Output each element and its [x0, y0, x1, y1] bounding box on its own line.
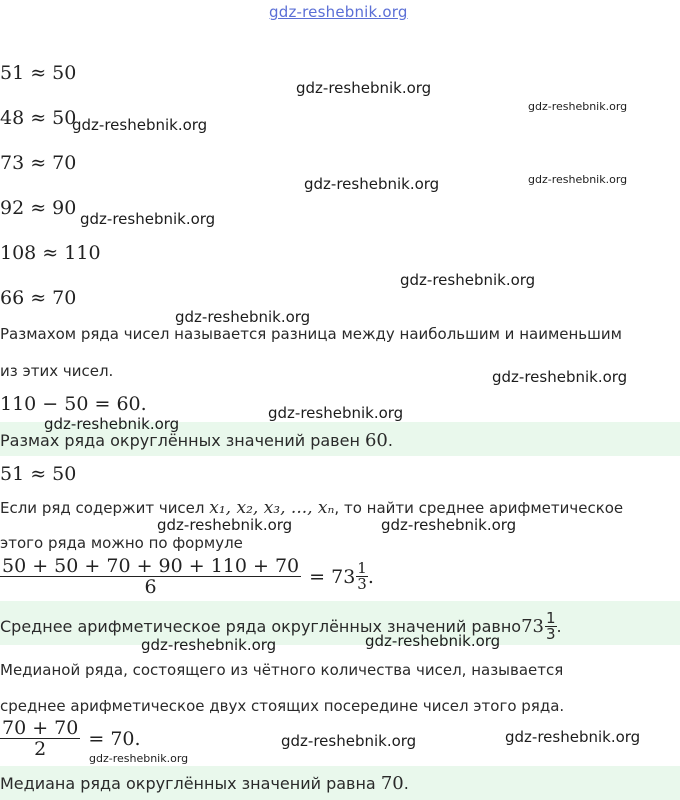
median-result-end: .	[403, 774, 409, 793]
approx-line: 51 ≈ 50	[0, 62, 77, 84]
mean-definition-before: Если ряд содержит чисел	[0, 499, 210, 517]
watermark: gdz-reshebnik.org	[175, 308, 311, 326]
mean-definition-after: , то найти среднее арифметическое	[334, 499, 624, 517]
mean-numerator: 50 + 50 + 70 + 90 + 110 + 70	[2, 555, 300, 577]
median-equals: = 70.	[88, 727, 141, 750]
median-denominator: 2	[34, 738, 47, 760]
median-result-text: Медиана ряда округлённых значений равна	[0, 774, 381, 793]
watermark: gdz-reshebnik.org	[89, 752, 189, 765]
median-result	[0, 773, 409, 794]
median-fraction	[0, 718, 80, 759]
approx-line: 92 ≈ 90	[0, 197, 77, 219]
mean-fraction	[0, 556, 301, 597]
watermark: gdz-reshebnik.org	[381, 516, 517, 534]
mean-equals: = 73	[309, 565, 356, 588]
watermark: gdz-reshebnik.org	[80, 210, 216, 228]
watermark: gdz-reshebnik.org	[157, 516, 293, 534]
median-numerator: 70 + 70	[2, 717, 79, 739]
median-definition-line1: Медианой ряда, состоящего из чётного количества чисел, называется	[0, 661, 564, 679]
watermark: gdz-reshebnik.org	[528, 173, 628, 186]
range-result-text: Размах ряда округлённых значений равен	[0, 431, 365, 450]
approx-extra: 51 ≈ 50	[0, 463, 77, 485]
watermark: gdz-reshebnik.org	[400, 271, 536, 289]
watermark: gdz-reshebnik.org	[528, 100, 628, 113]
approx-line: 66 ≈ 70	[0, 287, 77, 309]
mean-end: .	[367, 565, 374, 588]
watermark: gdz-reshebnik.org	[72, 116, 208, 134]
mean-calculation	[0, 556, 374, 597]
median-result-band	[0, 766, 680, 800]
mean-result-frac-den: 3	[545, 625, 556, 643]
mean-result-fraction	[545, 611, 557, 642]
approx-line: 73 ≈ 70	[0, 152, 77, 174]
mean-denominator: 6	[144, 576, 157, 598]
mean-result-end: .	[556, 617, 562, 636]
mean-definition-line1	[0, 498, 623, 518]
watermark: gdz-reshebnik.org	[44, 415, 180, 433]
watermark: gdz-reshebnik.org	[296, 79, 432, 97]
median-result-value: 70	[380, 773, 404, 794]
watermark: gdz-reshebnik.org	[492, 368, 628, 386]
approx-line: 108 ≈ 110	[0, 242, 101, 264]
watermark: gdz-reshebnik.org	[268, 404, 404, 422]
range-calculation: 110 − 50 = 60.	[0, 393, 147, 415]
range-result	[0, 430, 393, 451]
watermark: gdz-reshebnik.org	[505, 728, 641, 746]
mean-result-frac-num: 1	[545, 609, 556, 627]
watermark: gdz-reshebnik.org	[141, 636, 277, 654]
watermark: gdz-reshebnik.org	[281, 732, 417, 750]
range-definition-line2: из этих чисел.	[0, 362, 114, 380]
mean-mixed-fraction	[356, 561, 368, 592]
mean-result-whole: 73	[521, 616, 544, 637]
approx-line: 48 ≈ 50	[0, 107, 77, 129]
mean-frac-den: 3	[357, 575, 367, 593]
site-header-link[interactable]: gdz-reshebnik.org	[269, 3, 408, 21]
mean-frac-num: 1	[357, 559, 367, 577]
mean-definition-line2: этого ряда можно по формуле	[0, 534, 243, 552]
median-definition-line2: среднее арифметическое двух стоящих посередине чисел этого ряда.	[0, 697, 565, 715]
range-result-end: .	[387, 431, 393, 450]
mean-result-text: Среднее арифметическое ряда округлённых значений равно	[0, 617, 522, 636]
range-definition-line1: Размахом ряда чисел называется разница между наибольшим и наименьшим	[0, 325, 622, 343]
watermark: gdz-reshebnik.org	[304, 175, 440, 193]
mean-variables: x₁, x₂, x₃, ..., xₙ	[209, 498, 335, 518]
range-result-value: 60	[364, 430, 388, 451]
watermark: gdz-reshebnik.org	[365, 632, 501, 650]
mean-result-band	[0, 601, 680, 645]
